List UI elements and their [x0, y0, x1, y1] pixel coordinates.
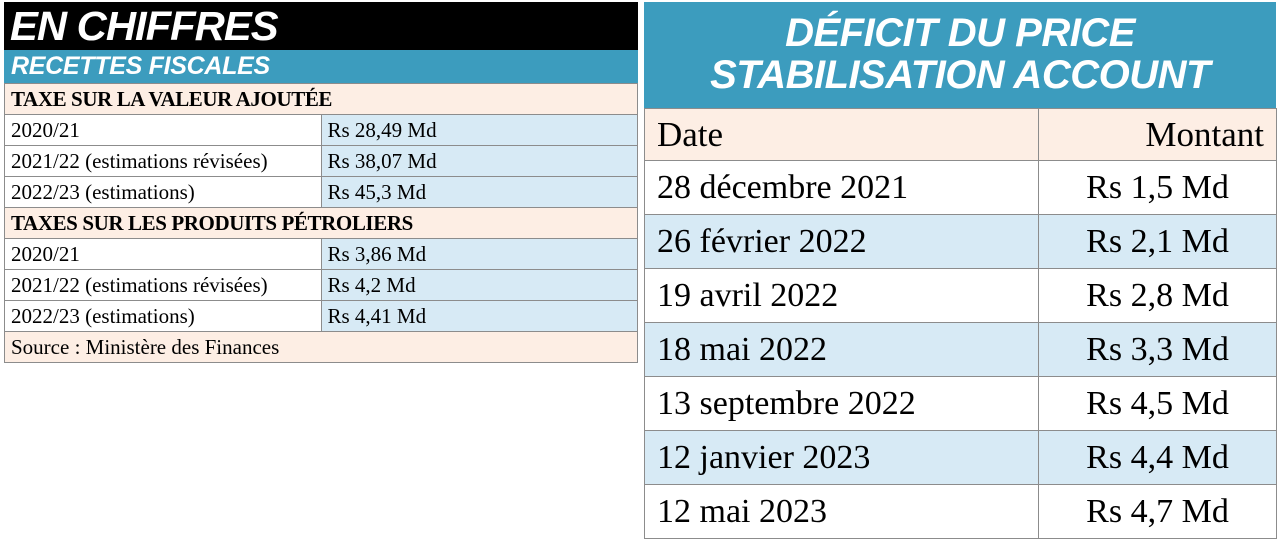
row-date: 26 février 2022 — [645, 215, 1039, 269]
row-date: 13 septembre 2022 — [645, 377, 1039, 431]
section-heading-vat: TAXE SUR LA VALEUR AJOUTÉE — [5, 84, 638, 115]
row-value: Rs 3,86 Md — [321, 239, 638, 270]
fiscal-table — [4, 83, 638, 363]
row-label: 2022/23 (estimations) — [5, 177, 322, 208]
section-heading-petroleum: TAXES SUR LES PRODUITS PÉTROLIERS — [5, 208, 638, 239]
row-label: 2020/21 — [5, 115, 322, 146]
row-label: 2020/21 — [5, 239, 322, 270]
row-date: 12 mai 2023 — [645, 485, 1039, 539]
table-row — [5, 301, 638, 332]
row-amount: Rs 1,5 Md — [1039, 161, 1277, 215]
table-row — [645, 215, 1277, 269]
table-row — [645, 161, 1277, 215]
table-row — [5, 115, 638, 146]
table-row — [645, 485, 1277, 539]
panel-subtitle: RECETTES FISCALES — [11, 52, 270, 80]
table-row — [645, 323, 1277, 377]
table-header-row — [645, 109, 1277, 161]
table-row — [5, 239, 638, 270]
row-amount: Rs 4,4 Md — [1039, 431, 1277, 485]
column-header-date: Date — [645, 109, 1039, 161]
panel-banner-black — [4, 2, 638, 50]
deficit-table — [644, 108, 1277, 539]
panel-header-blue — [644, 2, 1276, 108]
panel-title-line2: STABILISATION ACCOUNT — [710, 53, 1210, 97]
row-label: 2022/23 (estimations) — [5, 301, 322, 332]
row-amount: Rs 2,1 Md — [1039, 215, 1277, 269]
panel-banner-blue — [4, 50, 638, 83]
row-value: Rs 4,41 Md — [321, 301, 638, 332]
row-value: Rs 45,3 Md — [321, 177, 638, 208]
row-value: Rs 38,07 Md — [321, 146, 638, 177]
row-value: Rs 28,49 Md — [321, 115, 638, 146]
table-row — [5, 270, 638, 301]
table-row — [645, 377, 1277, 431]
table-row — [645, 269, 1277, 323]
price-stabilisation-panel — [644, 2, 1276, 539]
table-source-row — [5, 332, 638, 363]
row-label: 2021/22 (estimations révisées) — [5, 270, 322, 301]
row-label: 2021/22 (estimations révisées) — [5, 146, 322, 177]
row-date: 18 mai 2022 — [645, 323, 1039, 377]
table-row — [645, 431, 1277, 485]
row-date: 12 janvier 2023 — [645, 431, 1039, 485]
panel-title-line1: DÉFICIT DU PRICE — [785, 11, 1135, 56]
source-note: Source : Ministère des Finances — [5, 332, 638, 363]
panel-title: EN CHIFFRES — [10, 2, 278, 49]
row-value: Rs 4,2 Md — [321, 270, 638, 301]
row-amount: Rs 4,5 Md — [1039, 377, 1277, 431]
table-row — [5, 177, 638, 208]
column-header-amount: Montant — [1039, 109, 1277, 161]
table-section-header — [5, 84, 638, 115]
row-amount: Rs 2,8 Md — [1039, 269, 1277, 323]
row-date: 19 avril 2022 — [645, 269, 1039, 323]
fiscal-revenue-panel — [4, 2, 638, 363]
table-section-header — [5, 208, 638, 239]
row-amount: Rs 4,7 Md — [1039, 485, 1277, 539]
table-row — [5, 146, 638, 177]
row-amount: Rs 3,3 Md — [1039, 323, 1277, 377]
row-date: 28 décembre 2021 — [645, 161, 1039, 215]
